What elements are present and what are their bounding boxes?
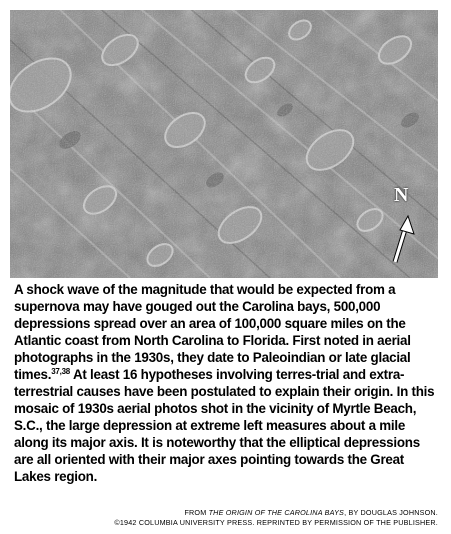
credit-book-title: THE ORIGIN OF THE CAROLINA BAYS	[208, 508, 345, 517]
arrow-up-icon	[386, 184, 426, 270]
north-arrow	[386, 184, 426, 270]
north-letter: N	[394, 184, 409, 206]
credit-author: , BY DOUGLAS JOHNSON.	[344, 508, 438, 517]
aerial-photo-mosaic-icon	[10, 10, 438, 278]
photo-credit	[100, 508, 438, 528]
aerial-photo	[10, 10, 438, 278]
caption-text-2: At least 16 hypotheses involving terres-trial and extra-terrestrial causes have been postulated to explain their origin. In this mosaic of 1930s aerial photos shot in the vicinity of Myrtle Beach, S.C., the large depression at extreme left measures about a mile along its major axis. It is noteworthy that the elliptical depressions are all oriented with their major axes pointing towards the Great Lakes region.	[14, 367, 435, 484]
credit-copyright: ©1942 COLUMBIA UNIVERSITY PRESS. REPRINTED BY PERMISSION OF THE PUBLISHER.	[114, 518, 438, 527]
credit-from: FROM	[184, 508, 209, 517]
figure-caption	[14, 281, 441, 485]
caption-text-1: A shock wave of the magnitude that would be expected from a supernova may have gouged out the Carolina bays, 500,000 depressions spread over an area of 100,000 square miles on the Atlantic coast from North Carolina to Florida. First noted in aerial photographs in the 1930s, they date to Paleoindian or late glacial times.	[14, 282, 411, 382]
reference-superscript: 37,38	[51, 367, 70, 376]
